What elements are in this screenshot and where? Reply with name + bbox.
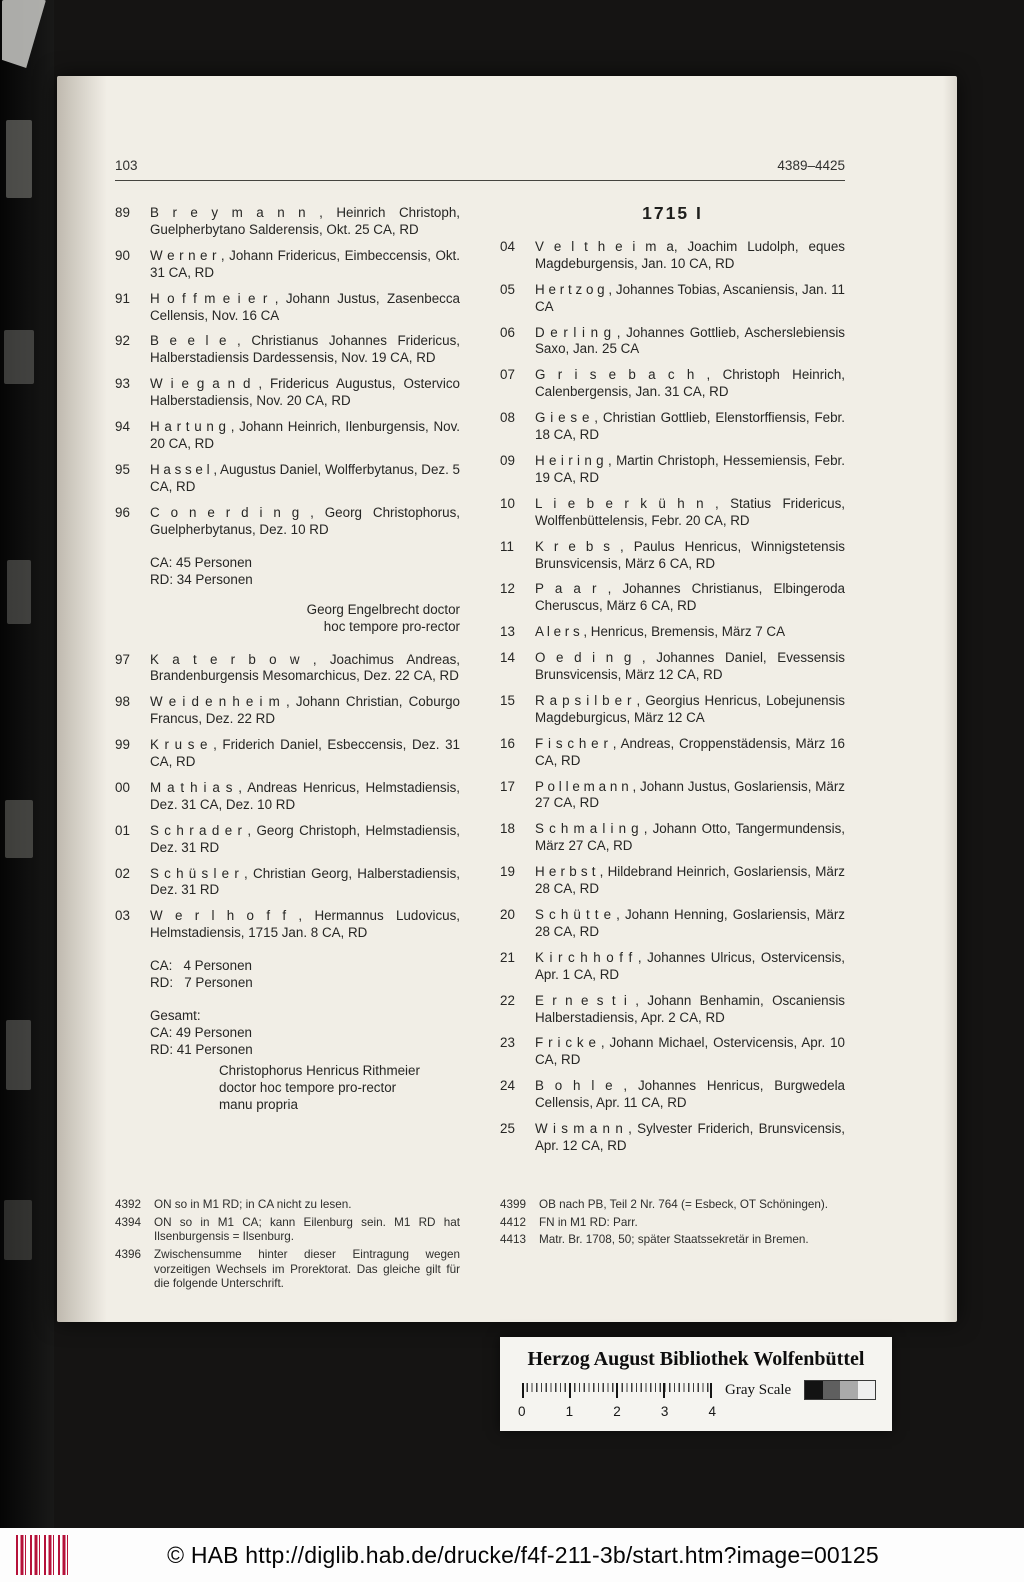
- entry-number: 90: [115, 247, 130, 263]
- entry-text: E r n e s t i , Johann Benhamin, Oscaniensis Halberstadiensis, Apr. 2 CA, RD: [535, 992, 845, 1025]
- entry-text: C o n e r d i n g , Georg Christophorus, Guelpherbytanus, Dez. 10 RD: [150, 504, 460, 537]
- entry-number: 17: [500, 778, 515, 794]
- entry-number: 14: [500, 650, 515, 666]
- entry-text: F i s c h e r , Andreas, Croppenstädensis, März 16 CA, RD: [535, 735, 845, 768]
- entry-number: 94: [115, 419, 130, 435]
- copyright-url: © HAB http://diglib.hab.de/drucke/f4f-211-3b/start.htm?image=00125: [167, 1541, 879, 1568]
- book-spine-edge: [0, 0, 54, 1582]
- register-entry: [500, 779, 845, 813]
- register-entry: [500, 864, 845, 898]
- entry-text: H a r t u n g , Johann Heinrich, Ilenburgensis, Nov. 20 CA, RD: [150, 419, 460, 451]
- scale-numbers: [518, 1404, 716, 1419]
- entry-number: 95: [115, 461, 130, 477]
- page-edge-artifact: [7, 560, 31, 624]
- entry-text: M a t h i a s , Andreas Henricus, Helmstadiensis, Dez. 31 CA, Dez. 10 RD: [150, 779, 460, 812]
- entry-number: 06: [500, 324, 515, 340]
- register-entry: [115, 291, 460, 325]
- entry-number: 12: [500, 581, 515, 597]
- entry-number: 96: [115, 504, 130, 520]
- scale-number: 3: [660, 1404, 669, 1419]
- entry-number: 05: [500, 281, 515, 297]
- register-entry: [115, 505, 460, 539]
- library-color-card: [500, 1337, 892, 1431]
- subtotal-block: [150, 554, 460, 588]
- entry-number: 93: [115, 376, 130, 392]
- footnote: [115, 1248, 460, 1292]
- footnote-number: 4413: [500, 1233, 527, 1247]
- entry-text: W i s m a n n , Sylvester Friderich, Brunsvicensis, Apr. 12 CA, RD: [535, 1121, 845, 1153]
- register-entry: [500, 581, 845, 615]
- entry-text: H e r t z o g , Johannes Tobias, Ascaniensis, Jan. 11 CA: [535, 281, 845, 314]
- entry-text: S c h ü t t e , Johann Henning, Goslariensis, März 28 CA, RD: [535, 907, 845, 939]
- register-entry: [115, 694, 460, 728]
- footnote: [500, 1198, 845, 1213]
- entry-list-left-a: [115, 205, 460, 539]
- footnote: [500, 1233, 845, 1248]
- register-entry: [115, 462, 460, 496]
- header-rule: [115, 180, 845, 181]
- footnote-number: 4412: [500, 1215, 527, 1229]
- register-entry: [115, 248, 460, 282]
- footnote-text: OB nach PB, Teil 2 Nr. 764 (= Esbeck, OT Schöningen).: [539, 1197, 828, 1211]
- page-number: 103: [115, 158, 138, 173]
- footnote-text: FN in M1 RD: Parr.: [539, 1215, 638, 1229]
- entry-number: 03: [115, 908, 130, 924]
- entry-number: 00: [115, 779, 130, 795]
- entry-number: 08: [500, 410, 515, 426]
- entry-text: S c h r a d e r , Georg Christoph, Helmstadiensis, Dez. 31 RD: [150, 822, 460, 855]
- gray-patch-black: [805, 1381, 823, 1399]
- subtotal-line: CA: 45 Personen: [150, 554, 252, 570]
- register-entry: [115, 780, 460, 814]
- entry-text: P o l l e m a n n , Johann Justus, Goslariensis, März 27 CA, RD: [535, 778, 845, 811]
- entry-text: W e r l h o f f , Hermannus Ludovicus, Helmstadiensis, 1715 Jan. 8 CA, RD: [150, 908, 460, 941]
- register-entry: [500, 1121, 845, 1155]
- entry-text: K r e b s , Paulus Henricus, Winnigstetensis Brunsvicensis, März 6 CA, RD: [535, 538, 845, 571]
- entry-text: G r i s e b a c h , Christoph Heinrich, Calenbergensis, Jan. 31 CA, RD: [535, 367, 845, 400]
- scale-number: 4: [708, 1404, 716, 1419]
- gray-scale-patch: [804, 1380, 876, 1400]
- entry-text: H o f f m e i e r , Johann Justus, Zasenbecca Cellensis, Nov. 16 CA: [150, 290, 460, 323]
- entry-text: O e d i n g , Johannes Daniel, Evessensis Brunsvicensis, März 12 CA, RD: [535, 650, 845, 683]
- register-entry: [500, 650, 845, 684]
- page-edge-artifact: [5, 800, 33, 858]
- footnote-number: 4396: [115, 1247, 142, 1261]
- gesamt-label: Gesamt:: [150, 1008, 201, 1024]
- entry-number: 15: [500, 692, 515, 708]
- entry-text: V e l t h e i m a, Joachim Ludolph, eques Magdeburgensis, Jan. 10 CA, RD: [535, 238, 845, 271]
- entry-text: P a a r , Johannes Christianus, Elbingeroda Cheruscus, März 6 CA, RD: [535, 581, 845, 614]
- scale-number: 2: [613, 1404, 621, 1419]
- gesamt-line: CA: 49 Personen: [150, 1025, 252, 1041]
- register-entry: [500, 624, 845, 641]
- footnote-text: ON so in M1 RD; in CA nicht zu lesen.: [154, 1197, 352, 1211]
- register-entry: [115, 737, 460, 771]
- entry-text: K r u s e , Friderich Daniel, Esbeccensis, Dez. 31 CA, RD: [150, 737, 460, 770]
- entry-number: 18: [500, 821, 515, 837]
- register-entry: [500, 821, 845, 855]
- footnote: [500, 1216, 845, 1231]
- entry-number: 25: [500, 1121, 515, 1137]
- page-header: [115, 158, 845, 180]
- register-entry: [500, 693, 845, 727]
- entry-list-left-b: [115, 652, 460, 943]
- register-entry: [500, 325, 845, 359]
- gray-patch-dark: [823, 1381, 841, 1399]
- register-entry: [500, 453, 845, 487]
- register-entry: [500, 950, 845, 984]
- entry-text: B e e l e , Christianus Johannes Fridericus, Halberstadiensis Dardessensis, Nov. 19 CA, RD: [150, 333, 460, 366]
- footnote: [115, 1198, 460, 1213]
- register-entry: [115, 866, 460, 900]
- footer-bar: [0, 1528, 1024, 1582]
- entry-text: W e r n e r , Johann Fridericus, Eimbeccensis, Okt. 31 CA, RD: [150, 247, 460, 280]
- footnotes-right: [500, 1198, 845, 1295]
- footnote-number: 4394: [115, 1215, 142, 1229]
- entry-text: L i e b e r k ü h n , Statius Fridericus, Wolffenbüttelensis, Febr. 20 CA, RD: [535, 495, 845, 528]
- register-entry: [500, 736, 845, 770]
- entry-text: A l e r s , Henricus, Bremensis, März 7 CA: [535, 624, 786, 640]
- entry-text: G i e s e , Christian Gottlieb, Elenstorffiensis, Febr. 18 CA, RD: [535, 410, 845, 443]
- scale-ruler: [522, 1383, 712, 1398]
- prorector-signature-2: [219, 1062, 460, 1113]
- entry-text: W e i d e n h e i m , Johann Christian, Coburgo Francus, Dez. 22 RD: [150, 694, 460, 727]
- register-entry: [115, 333, 460, 367]
- entry-list-right: [500, 239, 845, 1155]
- scanned-page: [57, 76, 957, 1322]
- entry-number: 11: [500, 538, 514, 554]
- footnote-text: ON so in M1 CA; kann Eilenburg sein. M1 RD hat Ilsenburgensis = Ilsenburg.: [154, 1215, 460, 1244]
- folio-range: 4389–4425: [777, 158, 845, 173]
- entry-number: 16: [500, 735, 515, 751]
- register-entry: [500, 282, 845, 316]
- scale-number: 0: [518, 1404, 526, 1419]
- subtotal-line: RD: 7 Personen: [150, 975, 253, 991]
- footnote-text: Zwischensumme hinter dieser Eintragung wegen vorzeitigen Wechsels im Prorektorat. Das gleiche gilt für die folgende Unterschrift.: [154, 1247, 460, 1291]
- entry-text: B o h l e , Johannes Henricus, Burgwedela Cellensis, Apr. 11 CA, RD: [535, 1078, 845, 1111]
- footnotes-left: [115, 1198, 460, 1295]
- entry-text: B r e y m a n n , Heinrich Christoph, Guelpherbytano Salderensis, Okt. 25 CA, RD: [150, 205, 460, 237]
- entry-text: H e i r i n g , Martin Christoph, Hessemiensis, Febr. 19 CA, RD: [535, 452, 845, 485]
- entry-number: 21: [500, 949, 515, 965]
- entry-number: 92: [115, 333, 130, 349]
- register-entry: [500, 539, 845, 573]
- barcode-icon: [16, 1535, 70, 1575]
- footnote-text: Matr. Br. 1708, 50; später Staatssekretär in Bremen.: [539, 1233, 809, 1247]
- register-entry: [115, 205, 460, 239]
- entry-text: H e r b s t , Hildebrand Heinrich, Goslariensis, März 28 CA, RD: [535, 864, 845, 897]
- left-column: [115, 205, 460, 1113]
- entry-number: 20: [500, 907, 515, 922]
- entry-number: 10: [500, 495, 515, 511]
- page-edge-artifact: [2, 0, 46, 68]
- entry-text: K i r c h h o f f , Johannes Ulricus, Ostervicensis, Apr. 1 CA, RD: [535, 949, 845, 982]
- entry-number: 19: [500, 864, 515, 880]
- page-edge-artifact: [4, 330, 34, 384]
- entry-text: W i e g a n d , Fridericus Augustus, Ostervico Halberstadiensis, Nov. 20 CA, RD: [150, 376, 460, 409]
- register-entry: [500, 1035, 845, 1069]
- register-entry: [115, 652, 460, 686]
- entry-number: 09: [500, 452, 515, 468]
- entry-number: 91: [115, 290, 130, 306]
- gray-patch-white: [858, 1381, 876, 1399]
- entry-number: 02: [115, 865, 130, 881]
- register-entry: [500, 907, 845, 941]
- section-header: 1715 I: [642, 203, 703, 223]
- subtotal-line: RD: 34 Personen: [150, 571, 253, 587]
- signature-line: Georg Engelbrecht doctor: [306, 601, 460, 617]
- register-entry: [500, 1078, 845, 1112]
- entry-number: 97: [115, 651, 130, 667]
- register-entry: [115, 908, 460, 942]
- entry-text: H a s s e l , Augustus Daniel, Wolfferbytanus, Dez. 5 CA, RD: [150, 461, 460, 494]
- register-entry: [115, 823, 460, 857]
- register-entry: [500, 410, 845, 444]
- entry-text: S c h ü s l e r , Christian Georg, Halberstadiensis, Dez. 31 RD: [150, 865, 460, 898]
- signature-line: Christophorus Henricus Rithmeier: [219, 1063, 420, 1079]
- right-column: [500, 205, 845, 1164]
- entry-number: 23: [500, 1035, 515, 1051]
- library-name: Herzog August Bibliothek Wolfenbüttel: [527, 1348, 865, 1370]
- entry-text: K a t e r b o w , Joachimus Andreas, Brandenburgensis Mesomarchicus, Dez. 22 CA, RD: [150, 651, 460, 684]
- footnote-number: 4399: [500, 1197, 527, 1211]
- entry-number: 01: [115, 822, 130, 838]
- entry-text: F r i c k e , Johann Michael, Ostervicensis, Apr. 10 CA, RD: [535, 1035, 845, 1068]
- page-edge-artifact: [4, 1200, 32, 1260]
- entry-number: 24: [500, 1078, 515, 1094]
- entry-text: D e r l i n g , Johannes Gottlieb, Ascherslebiensis Saxo, Jan. 25 CA: [535, 324, 845, 357]
- register-entry: [500, 239, 845, 273]
- register-entry: [500, 993, 845, 1027]
- entry-text: R a p s i l b e r , Georgius Henricus, Lobejunensis Magdeburgicus, März 12 CA: [535, 692, 845, 725]
- signature-line: hoc tempore pro-rector: [323, 618, 460, 634]
- entry-number: 89: [115, 205, 130, 220]
- gray-scale-label: Gray Scale: [725, 1381, 792, 1398]
- gesamt-line: RD: 41 Personen: [150, 1042, 253, 1058]
- footnote-number: 4392: [115, 1197, 142, 1211]
- page-edge-artifact: [6, 120, 32, 198]
- register-entry: [115, 376, 460, 410]
- prorector-signature: [115, 601, 460, 635]
- entry-text: S c h m a l i n g , Johann Otto, Tangermundensis, März 27 CA, RD: [535, 821, 845, 854]
- page-edge-artifact: [6, 1020, 31, 1090]
- register-entry: [500, 496, 845, 530]
- signature-line: manu propria: [219, 1097, 298, 1113]
- entry-number: 04: [500, 238, 515, 254]
- entry-number: 13: [500, 624, 515, 640]
- signature-line: doctor hoc tempore pro-rector: [219, 1080, 397, 1096]
- gesamt-block: [150, 1007, 460, 1058]
- entry-number: 22: [500, 992, 515, 1008]
- entry-number: 98: [115, 694, 130, 710]
- scale-number: 1: [565, 1404, 574, 1419]
- footnotes-section: [115, 1198, 845, 1295]
- entry-number: 99: [115, 737, 130, 753]
- gray-patch-light: [840, 1381, 858, 1399]
- subtotal-line: CA: 4 Personen: [150, 958, 252, 974]
- subtotal-block: [150, 957, 460, 991]
- footnote: [115, 1216, 460, 1245]
- gesamt-lines: [150, 1024, 460, 1058]
- register-entry: [115, 419, 460, 453]
- entry-number: 07: [500, 367, 515, 383]
- register-entry: [500, 367, 845, 401]
